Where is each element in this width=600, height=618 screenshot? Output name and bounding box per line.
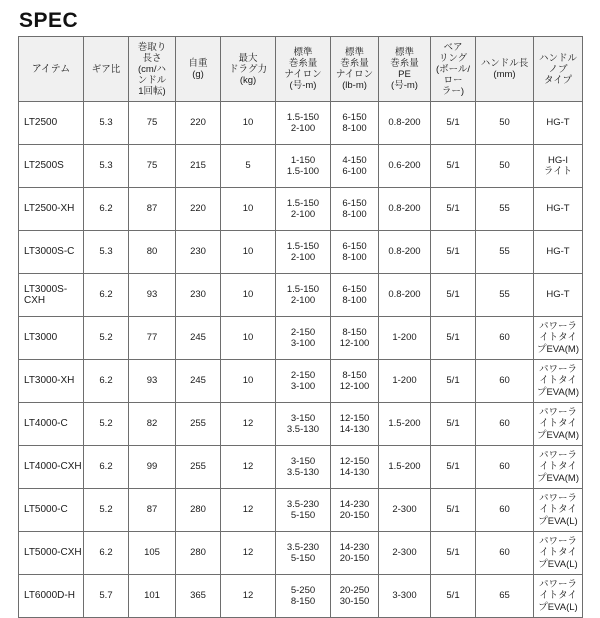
column-header-nylon-lb: [331, 37, 379, 102]
column-header-line: (kg): [239, 74, 257, 86]
cell-nylon-go-line: 3.5-230: [286, 498, 320, 510]
cell-nylon-go: [276, 274, 331, 317]
cell-pe: 1-200: [379, 317, 431, 360]
cell-pe: 0.8-200: [379, 188, 431, 231]
cell-gear-ratio: 5.2: [84, 403, 129, 446]
cell-nylon-lb-line: 6-150: [342, 283, 367, 295]
page-title: SPEC: [19, 9, 79, 32]
cell-nylon-go-line: 5-250: [290, 584, 316, 596]
cell-nylon-go-line: 1.5-150: [286, 197, 320, 209]
cell-item: LT2500S: [19, 145, 84, 188]
cell-nylon-lb-line: 8-100: [342, 123, 367, 134]
cell-pe: 0.6-200: [379, 145, 431, 188]
column-header-line: (lb-m): [342, 80, 367, 91]
spec-table-body: [19, 102, 583, 618]
column-header-line: 自重: [188, 58, 208, 69]
cell-knob-type-line: イトタイ: [539, 375, 577, 387]
cell-knob-type: [534, 360, 583, 403]
cell-nylon-go-line: 1.5-150: [286, 283, 320, 295]
cell-handle-length: 60: [476, 360, 534, 403]
cell-gear-ratio: 5.2: [84, 317, 129, 360]
cell-gear-ratio: 5.7: [84, 575, 129, 618]
cell-weight: 245: [176, 360, 221, 403]
column-header-line: (ボール/: [435, 63, 471, 75]
spec-table: [18, 36, 583, 618]
column-header-line: ナイロン: [284, 69, 322, 80]
column-header-gear: [84, 37, 129, 102]
cell-nylon-lb-line: 12-150: [339, 412, 370, 424]
cell-nylon-lb: [331, 360, 379, 403]
table-row: [19, 231, 583, 274]
cell-nylon-lb-line: 8-100: [342, 252, 367, 263]
cell-nylon-go-line: 2-150: [290, 369, 316, 381]
cell-nylon-lb-line: 6-150: [342, 111, 367, 123]
column-header-line: (g): [192, 69, 204, 80]
column-header-line: (mm): [493, 69, 516, 80]
cell-handle-length: 50: [476, 145, 534, 188]
table-row: [19, 575, 583, 618]
column-header-line: (号-m): [391, 80, 418, 91]
cell-max-drag: 10: [221, 102, 276, 145]
column-header-line: 1回転): [138, 85, 166, 97]
column-header-weight: [176, 37, 221, 102]
cell-bearing: 5/1: [431, 532, 476, 575]
cell-nylon-go-line: 1.5-150: [286, 240, 320, 252]
spec-table-container: [18, 36, 582, 618]
cell-nylon-lb-line: 20-150: [339, 553, 370, 564]
cell-nylon-lb: [331, 317, 379, 360]
cell-nylon-go: [276, 489, 331, 532]
cell-knob-type: [534, 532, 583, 575]
cell-weight: 255: [176, 446, 221, 489]
cell-retrieve-length: 77: [129, 317, 176, 360]
column-header-line: ベア: [443, 41, 463, 53]
cell-nylon-lb-line: 14-130: [339, 424, 370, 435]
column-header-line: ギア比: [91, 63, 121, 75]
cell-handle-length: 60: [476, 446, 534, 489]
cell-knob-type-line: イトタイ: [539, 332, 577, 344]
cell-handle-length: 55: [476, 188, 534, 231]
cell-knob-type-line: HG-T: [546, 246, 570, 258]
cell-knob-type-line: プEVA(M): [536, 343, 580, 355]
cell-nylon-lb-line: 12-150: [339, 455, 370, 467]
cell-retrieve-length: 75: [129, 102, 176, 145]
cell-knob-type-line: プEVA(L): [538, 558, 578, 570]
cell-gear-ratio: 6.2: [84, 532, 129, 575]
column-header-line: タイプ: [543, 74, 573, 86]
cell-nylon-lb-line: 6-150: [342, 240, 367, 252]
cell-knob-type: [534, 102, 583, 145]
column-header-line: 巻糸量: [288, 58, 318, 69]
cell-nylon-lb-line: 8-150: [342, 369, 367, 381]
cell-bearing: 5/1: [431, 446, 476, 489]
cell-bearing: 5/1: [431, 231, 476, 274]
cell-nylon-go: [276, 575, 331, 618]
cell-item: LT3000: [19, 317, 84, 360]
cell-nylon-go: [276, 360, 331, 403]
cell-weight: 280: [176, 532, 221, 575]
cell-nylon-lb: [331, 446, 379, 489]
cell-handle-length: 60: [476, 403, 534, 446]
cell-nylon-lb-line: 20-250: [339, 584, 370, 596]
cell-nylon-go: [276, 317, 331, 360]
cell-max-drag: 12: [221, 403, 276, 446]
cell-gear-ratio: 6.2: [84, 274, 129, 317]
cell-retrieve-length: 93: [129, 360, 176, 403]
cell-max-drag: 12: [221, 446, 276, 489]
cell-item: LT3000S-C: [19, 231, 84, 274]
cell-nylon-go-line: 3.5-130: [286, 424, 320, 435]
cell-gear-ratio: 5.3: [84, 145, 129, 188]
table-row: [19, 446, 583, 489]
cell-knob-type: [534, 317, 583, 360]
cell-retrieve-length: 87: [129, 188, 176, 231]
cell-knob-type: [534, 446, 583, 489]
cell-knob-type-line: イトタイ: [539, 590, 577, 602]
column-header-line: ンドル: [137, 74, 167, 86]
cell-gear-ratio: 6.2: [84, 446, 129, 489]
cell-gear-ratio: 6.2: [84, 360, 129, 403]
cell-knob-type-line: パワーラ: [538, 320, 577, 332]
cell-item: LT2500: [19, 102, 84, 145]
cell-handle-length: 60: [476, 489, 534, 532]
cell-gear-ratio: 5.3: [84, 102, 129, 145]
column-header-line: (cm/ハ: [138, 63, 166, 75]
cell-retrieve-length: 75: [129, 145, 176, 188]
cell-knob-type: [534, 188, 583, 231]
cell-weight: 365: [176, 575, 221, 618]
cell-nylon-lb-line: 14-230: [339, 498, 370, 510]
cell-bearing: 5/1: [431, 145, 476, 188]
column-header-line: ナイロン: [335, 69, 374, 80]
column-header-line: ハンドル長: [480, 58, 529, 69]
cell-pe: 0.8-200: [379, 274, 431, 317]
cell-bearing: 5/1: [431, 274, 476, 317]
cell-weight: 230: [176, 274, 221, 317]
cell-knob-type: [534, 575, 583, 618]
column-header-line: ドラグ力: [228, 63, 267, 75]
cell-max-drag: 12: [221, 489, 276, 532]
cell-nylon-go-line: 3.5-230: [286, 541, 320, 553]
cell-nylon-lb: [331, 231, 379, 274]
cell-nylon-go-line: 3-150: [290, 455, 316, 467]
cell-pe: 3-300: [379, 575, 431, 618]
cell-nylon-go-line: 2-100: [290, 123, 316, 134]
cell-knob-type-line: パワーラ: [538, 363, 577, 375]
cell-knob-type-line: イトタイ: [539, 461, 577, 473]
cell-item: LT3000-XH: [19, 360, 84, 403]
cell-pe: 1.5-200: [379, 403, 431, 446]
cell-knob-type-line: HG-T: [546, 117, 570, 129]
cell-retrieve-length: 87: [129, 489, 176, 532]
cell-knob-type: [534, 489, 583, 532]
column-header-line: PE: [398, 69, 411, 80]
cell-pe: 0.8-200: [379, 102, 431, 145]
column-header-line: (号-m): [289, 80, 317, 91]
table-row: [19, 145, 583, 188]
cell-weight: 245: [176, 317, 221, 360]
column-header-retrieve: [129, 37, 176, 102]
cell-knob-type-line: パワーラ: [538, 578, 577, 590]
cell-bearing: 5/1: [431, 102, 476, 145]
cell-knob-type-line: イトタイ: [539, 547, 577, 559]
cell-nylon-go: [276, 403, 331, 446]
cell-nylon-lb-line: 30-150: [339, 596, 370, 607]
cell-nylon-lb-line: 4-150: [342, 154, 367, 166]
cell-item: LT3000S-CXH: [19, 274, 84, 317]
table-row: [19, 188, 583, 231]
cell-item: LT4000-CXH: [19, 446, 84, 489]
table-row: [19, 274, 583, 317]
cell-retrieve-length: 80: [129, 231, 176, 274]
cell-retrieve-length: 105: [129, 532, 176, 575]
cell-retrieve-length: 101: [129, 575, 176, 618]
cell-knob-type-line: パワーラ: [538, 449, 577, 461]
cell-nylon-go-line: 2-100: [290, 209, 316, 220]
cell-handle-length: 55: [476, 274, 534, 317]
table-row: [19, 360, 583, 403]
cell-nylon-lb: [331, 188, 379, 231]
cell-pe: 2-300: [379, 489, 431, 532]
cell-nylon-go: [276, 231, 331, 274]
cell-retrieve-length: 99: [129, 446, 176, 489]
cell-knob-type-line: ライト: [543, 166, 573, 177]
cell-knob-type-line: HG-T: [546, 203, 570, 215]
cell-nylon-lb-line: 12-100: [339, 381, 370, 392]
table-row: [19, 403, 583, 446]
cell-max-drag: 5: [221, 145, 276, 188]
cell-pe: 2-300: [379, 532, 431, 575]
column-header-line: 標準: [293, 47, 313, 58]
cell-nylon-lb: [331, 145, 379, 188]
cell-pe: 1.5-200: [379, 446, 431, 489]
column-header-line: 巻糸量: [340, 58, 369, 69]
column-header-item: [19, 37, 84, 102]
cell-bearing: 5/1: [431, 360, 476, 403]
cell-knob-type: [534, 231, 583, 274]
cell-bearing: 5/1: [431, 489, 476, 532]
cell-retrieve-length: 82: [129, 403, 176, 446]
cell-gear-ratio: 6.2: [84, 188, 129, 231]
cell-handle-length: 65: [476, 575, 534, 618]
cell-bearing: 5/1: [431, 575, 476, 618]
cell-gear-ratio: 5.2: [84, 489, 129, 532]
cell-pe: 0.8-200: [379, 231, 431, 274]
cell-handle-length: 50: [476, 102, 534, 145]
column-header-knob: [534, 37, 583, 102]
column-header-bearing: [431, 37, 476, 102]
cell-handle-length: 55: [476, 231, 534, 274]
column-header-line: ノブ: [548, 63, 568, 75]
cell-knob-type-line: イトタイ: [539, 418, 577, 430]
cell-nylon-go-line: 5-150: [290, 510, 316, 521]
cell-nylon-go-line: 2-100: [290, 252, 316, 263]
cell-nylon-lb-line: 8-100: [342, 295, 367, 306]
cell-max-drag: 10: [221, 188, 276, 231]
cell-nylon-lb-line: 8-100: [342, 209, 367, 220]
cell-nylon-go: [276, 188, 331, 231]
cell-nylon-lb: [331, 274, 379, 317]
cell-bearing: 5/1: [431, 188, 476, 231]
cell-item: LT6000D-H: [19, 575, 84, 618]
table-row: [19, 489, 583, 532]
cell-nylon-lb-line: 14-230: [339, 541, 370, 553]
cell-retrieve-length: 93: [129, 274, 176, 317]
cell-weight: 255: [176, 403, 221, 446]
cell-gear-ratio: 5.3: [84, 231, 129, 274]
cell-max-drag: 10: [221, 274, 276, 317]
table-row: [19, 317, 583, 360]
cell-nylon-go-line: 1.5-100: [286, 166, 320, 177]
spec-table-head: [19, 37, 583, 102]
column-header-handle-length: [476, 37, 534, 102]
cell-weight: 220: [176, 188, 221, 231]
cell-nylon-lb-line: 8-150: [342, 326, 367, 338]
column-header-line: 巻糸量: [390, 58, 419, 69]
column-header-line: 巻取り: [137, 41, 167, 53]
cell-max-drag: 10: [221, 231, 276, 274]
column-header-line: 標準: [394, 47, 414, 58]
cell-weight: 220: [176, 102, 221, 145]
cell-knob-type-line: プEVA(L): [538, 601, 578, 613]
cell-nylon-lb-line: 12-100: [339, 338, 370, 349]
cell-nylon-go: [276, 145, 331, 188]
column-header-line: ロー: [443, 74, 463, 86]
column-header-line: 最大: [238, 52, 258, 64]
cell-knob-type-line: HG-I: [547, 154, 569, 166]
cell-knob-type-line: プEVA(M): [536, 429, 580, 441]
cell-handle-length: 60: [476, 532, 534, 575]
cell-item: LT5000-CXH: [19, 532, 84, 575]
cell-knob-type: [534, 274, 583, 317]
column-header-line: ハンドル: [538, 52, 577, 64]
cell-nylon-go-line: 3-100: [290, 338, 316, 349]
column-header-line: ラー): [441, 85, 465, 97]
cell-item: LT2500-XH: [19, 188, 84, 231]
cell-nylon-lb: [331, 403, 379, 446]
column-header-pe: [379, 37, 431, 102]
column-header-line: リング: [438, 52, 468, 64]
cell-knob-type-line: プEVA(M): [536, 472, 580, 484]
cell-bearing: 5/1: [431, 403, 476, 446]
cell-nylon-go-line: 2-100: [290, 295, 316, 306]
cell-knob-type: [534, 403, 583, 446]
cell-nylon-lb: [331, 575, 379, 618]
cell-max-drag: 10: [221, 360, 276, 403]
table-row: [19, 102, 583, 145]
cell-max-drag: 10: [221, 317, 276, 360]
cell-weight: 230: [176, 231, 221, 274]
table-header-row: [19, 37, 583, 102]
cell-knob-type: [534, 145, 583, 188]
column-header-drag: [221, 37, 276, 102]
cell-knob-type-line: HG-T: [546, 289, 570, 301]
column-header-nylon-go: [276, 37, 331, 102]
cell-nylon-lb-line: 20-150: [339, 510, 370, 521]
cell-nylon-go-line: 3.5-130: [286, 467, 320, 478]
cell-pe: 1-200: [379, 360, 431, 403]
cell-bearing: 5/1: [431, 317, 476, 360]
column-header-line: 長さ: [142, 52, 162, 64]
cell-weight: 280: [176, 489, 221, 532]
cell-knob-type-line: プEVA(M): [536, 386, 580, 398]
cell-max-drag: 12: [221, 575, 276, 618]
cell-item: LT4000-C: [19, 403, 84, 446]
cell-knob-type-line: プEVA(L): [538, 515, 578, 527]
cell-nylon-lb: [331, 532, 379, 575]
cell-nylon-go-line: 5-150: [290, 553, 316, 564]
cell-nylon-go-line: 3-150: [290, 412, 316, 424]
cell-knob-type-line: パワーラ: [538, 406, 577, 418]
cell-nylon-go-line: 3-100: [290, 381, 316, 392]
column-header-line: 標準: [344, 47, 364, 58]
cell-nylon-go-line: 2-150: [290, 326, 316, 338]
cell-nylon-lb: [331, 102, 379, 145]
cell-nylon-lb-line: 6-100: [342, 166, 367, 177]
cell-nylon-go: [276, 102, 331, 145]
cell-nylon-go: [276, 532, 331, 575]
cell-nylon-lb-line: 6-150: [342, 197, 367, 209]
cell-nylon-lb-line: 14-130: [339, 467, 370, 478]
cell-knob-type-line: パワーラ: [538, 535, 577, 547]
cell-knob-type-line: イトタイ: [539, 504, 577, 516]
cell-knob-type-line: パワーラ: [538, 492, 577, 504]
cell-nylon-go-line: 1.5-150: [286, 111, 320, 123]
cell-weight: 215: [176, 145, 221, 188]
column-header-line: アイテム: [31, 63, 71, 75]
cell-nylon-go: [276, 446, 331, 489]
cell-max-drag: 12: [221, 532, 276, 575]
cell-nylon-lb: [331, 489, 379, 532]
cell-handle-length: 60: [476, 317, 534, 360]
table-row: [19, 532, 583, 575]
cell-nylon-go-line: 1-150: [290, 154, 316, 166]
cell-item: LT5000-C: [19, 489, 84, 532]
cell-nylon-go-line: 8-150: [290, 596, 316, 607]
